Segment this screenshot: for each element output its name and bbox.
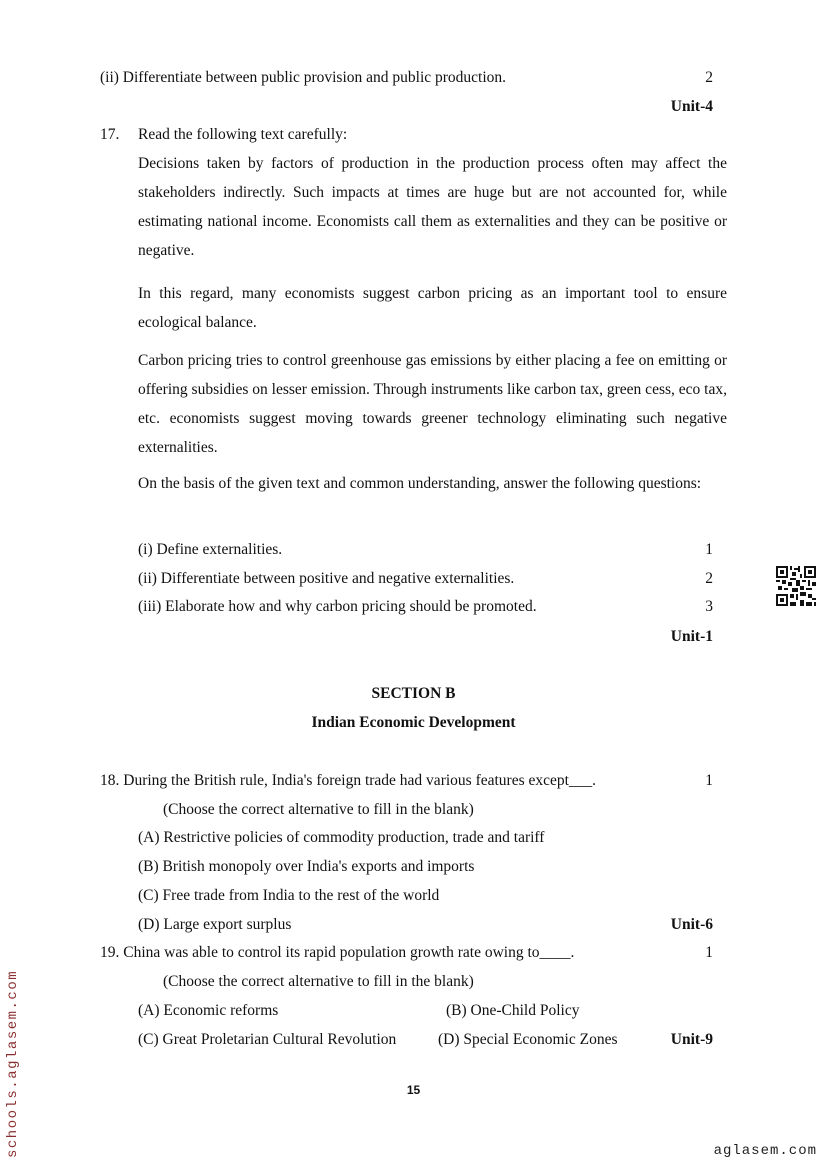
q19-option-b: (B) One-Child Policy — [446, 1002, 580, 1019]
q16-part-ii: (ii) Differentiate between public provision and public production. — [100, 69, 507, 86]
side-watermark: schools.aglasem.com — [5, 969, 21, 1158]
page-number: 15 — [406, 1083, 421, 1097]
q19-option-d: (D) Special Economic Zones — [438, 1031, 618, 1048]
q19-question: 19. China was able to control its rapid population growth rate owing to____. — [100, 944, 575, 961]
q18-option-d: (D) Large export surplus — [138, 916, 292, 933]
q17-paragraph-3: Carbon pricing tries to control greenhouse gas emissions by either placing a fee on emitting or offering subsidies on lesser emission. Through instruments like carbon tax, green cess, eco tax, etc. economists suggest moving towards greener technology eliminating such negative externalities. — [138, 352, 727, 456]
q18-unit: Unit-6 — [670, 916, 713, 933]
q18-instruction: (Choose the correct alternative to fill in the blank) — [163, 801, 474, 818]
q18-option-c: (C) Free trade from India to the rest of the world — [138, 887, 440, 904]
q18-marks: 1 — [705, 772, 713, 789]
q17-marks-iii: 3 — [705, 598, 713, 615]
q19-option-a: (A) Economic reforms — [138, 1002, 279, 1019]
q17-number: 17. — [100, 126, 120, 143]
q17-sub-iii: (iii) Elaborate how and why carbon pricing should be promoted. — [138, 598, 537, 615]
q17-intro: Read the following text carefully: — [138, 126, 348, 143]
bottom-watermark: aglasem.com — [713, 1143, 817, 1159]
q17-unit: Unit-1 — [670, 628, 713, 645]
q17-paragraph-1: Decisions taken by factors of production in the production process often may affect the stakeholders indirectly. Such impacts at times are huge but are not accounted for, while estimating national income. Economists call them as externalities and they can be positive or negative. — [138, 155, 727, 259]
q17-paragraph-4: On the basis of the given text and common understanding, answer the following questions: — [138, 475, 702, 492]
q16-unit: Unit-4 — [670, 98, 713, 115]
q18-option-a: (A) Restrictive policies of commodity production, trade and tariff — [138, 829, 545, 846]
q17-sub-ii: (ii) Differentiate between positive and negative externalities. — [138, 570, 515, 587]
section-subtitle: Indian Economic Development — [311, 714, 516, 731]
q16-marks-ii: 2 — [705, 69, 713, 86]
q18-question: 18. During the British rule, India's foreign trade had various features except___. — [100, 772, 597, 789]
q17-sub-i: (i) Define externalities. — [138, 541, 283, 558]
q18-option-b: (B) British monopoly over India's exports and imports — [138, 858, 475, 875]
qr-code-icon — [776, 566, 816, 606]
q17-paragraph-2: In this regard, many economists suggest carbon pricing as an important tool to ensure ecological balance. — [138, 285, 727, 331]
q19-marks: 1 — [705, 944, 713, 961]
q19-instruction: (Choose the correct alternative to fill in the blank) — [163, 973, 474, 990]
q19-option-c: (C) Great Proletarian Cultural Revolution — [138, 1031, 397, 1048]
q19-unit: Unit-9 — [670, 1031, 713, 1048]
section-title: SECTION B — [371, 685, 456, 702]
q17-marks-ii: 2 — [705, 570, 713, 587]
q17-marks-i: 1 — [705, 541, 713, 558]
